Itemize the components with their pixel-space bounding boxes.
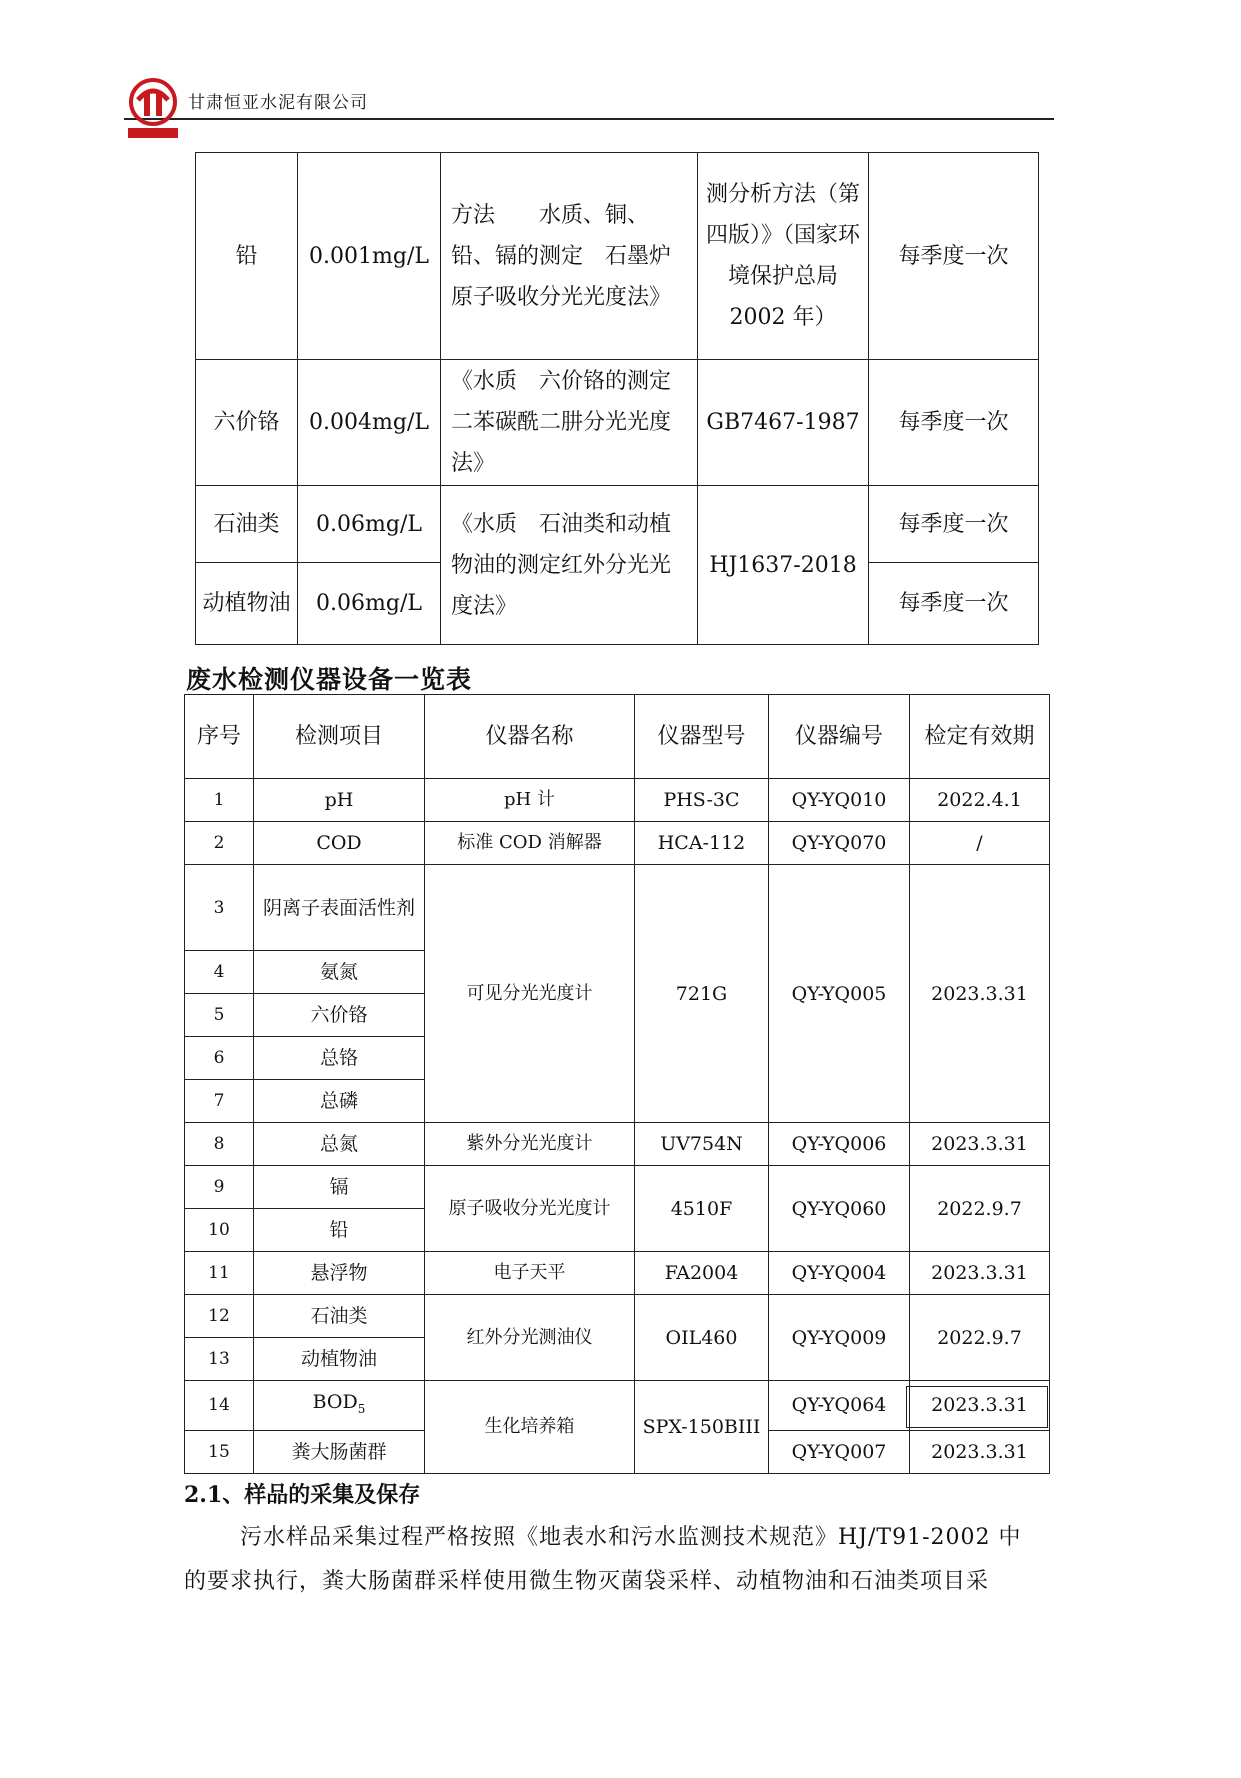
cell-item: 动植物油 bbox=[254, 1338, 425, 1381]
cell-model: 721G bbox=[635, 865, 769, 1123]
table-row bbox=[185, 865, 1050, 951]
cell-serial: 7 bbox=[185, 1080, 254, 1123]
cell-item: 石油类 bbox=[254, 1295, 425, 1338]
highlight-box bbox=[906, 1386, 1048, 1428]
cell-serial: 10 bbox=[185, 1209, 254, 1252]
cell-item: 总铬 bbox=[254, 1037, 425, 1080]
cell-instrument: 可见分光光度计 bbox=[425, 865, 635, 1123]
cell-item: 氨氮 bbox=[254, 951, 425, 994]
cell-item: 六价铬 bbox=[196, 360, 298, 486]
table-header-row bbox=[185, 695, 1050, 779]
header-serial: 序号 bbox=[185, 695, 254, 779]
cell-instrument: 生化培养箱 bbox=[425, 1381, 635, 1474]
cell-valid: / bbox=[910, 822, 1050, 865]
cell-serial: 4 bbox=[185, 951, 254, 994]
table-row bbox=[185, 1123, 1050, 1166]
cell-model: SPX-150BIII bbox=[635, 1381, 769, 1474]
cell-item: 铅 bbox=[254, 1209, 425, 1252]
cell-serial: 8 bbox=[185, 1123, 254, 1166]
cell-item: 铅 bbox=[196, 153, 298, 360]
table-row bbox=[196, 486, 1039, 563]
table-row bbox=[196, 153, 1039, 360]
cell-serial: 9 bbox=[185, 1166, 254, 1209]
cell-limit: 0.06mg/L bbox=[298, 563, 441, 645]
cell-code: QY-YQ060 bbox=[769, 1166, 910, 1252]
company-name: 甘肃恒亚水泥有限公司 bbox=[188, 93, 368, 113]
cell-model: PHS-3C bbox=[635, 779, 769, 822]
cell-instrument: 标准 COD 消解器 bbox=[425, 822, 635, 865]
header-model: 仪器型号 bbox=[635, 695, 769, 779]
page-header bbox=[124, 78, 1054, 120]
cell-code: QY-YQ064 bbox=[769, 1381, 910, 1431]
cell-code: QY-YQ007 bbox=[769, 1430, 910, 1473]
cell-limit: 0.001mg/L bbox=[298, 153, 441, 360]
cell-valid: 2023.3.31 bbox=[910, 1123, 1050, 1166]
cell-standard: 测分析方法（第四版）》（国家环境保护总局 2002 年） bbox=[698, 153, 869, 360]
cell-valid: 2023.3.31 bbox=[910, 865, 1050, 1123]
cell-valid: 2023.3.31 bbox=[910, 1381, 1050, 1431]
table-row bbox=[196, 360, 1039, 486]
cell-valid: 2022.9.7 bbox=[910, 1295, 1050, 1381]
cell-serial: 11 bbox=[185, 1252, 254, 1295]
header-code: 仪器编号 bbox=[769, 695, 910, 779]
cell-item: 总氮 bbox=[254, 1123, 425, 1166]
cell-serial: 3 bbox=[185, 865, 254, 951]
cell-serial: 5 bbox=[185, 994, 254, 1037]
cell-model: 4510F bbox=[635, 1166, 769, 1252]
cell-item: 石油类 bbox=[196, 486, 298, 563]
cell-limit: 0.004mg/L bbox=[298, 360, 441, 486]
cell-item: 阴离子表面活性剂 bbox=[254, 865, 425, 951]
cell-serial: 2 bbox=[185, 822, 254, 865]
bod-label: BOD bbox=[312, 1391, 358, 1413]
cell-item: 粪大肠菌群 bbox=[254, 1430, 425, 1473]
cell-frequency: 每季度一次 bbox=[869, 563, 1039, 645]
cell-item: 悬浮物 bbox=[254, 1252, 425, 1295]
cell-serial: 1 bbox=[185, 779, 254, 822]
cell-serial: 15 bbox=[185, 1430, 254, 1473]
cell-valid: 2023.3.31 bbox=[910, 1252, 1050, 1295]
monitoring-method-table bbox=[195, 152, 1039, 645]
cell-model: FA2004 bbox=[635, 1252, 769, 1295]
cell-frequency: 每季度一次 bbox=[869, 360, 1039, 486]
cell-code: QY-YQ004 bbox=[769, 1252, 910, 1295]
cell-code: QY-YQ005 bbox=[769, 865, 910, 1123]
cell-instrument: 电子天平 bbox=[425, 1252, 635, 1295]
cell-code: QY-YQ010 bbox=[769, 779, 910, 822]
cell-model: HCA-112 bbox=[635, 822, 769, 865]
cell-serial: 6 bbox=[185, 1037, 254, 1080]
equipment-table bbox=[184, 694, 1050, 1474]
cell-item: 镉 bbox=[254, 1166, 425, 1209]
table-row bbox=[185, 1295, 1050, 1338]
cell-limit: 0.06mg/L bbox=[298, 486, 441, 563]
table-row bbox=[185, 822, 1050, 865]
cell-instrument: 原子吸收分光光度计 bbox=[425, 1166, 635, 1252]
header-instrument: 仪器名称 bbox=[425, 695, 635, 779]
cell-instrument: 紫外分光光度计 bbox=[425, 1123, 635, 1166]
cell-valid: 2022.9.7 bbox=[910, 1166, 1050, 1252]
cell-instrument: 红外分光测油仪 bbox=[425, 1295, 635, 1381]
cell-instrument: pH 计 bbox=[425, 779, 635, 822]
table-row bbox=[185, 1252, 1050, 1295]
cell-method: 方法 水质、铜、铅、镉的测定 石墨炉原子吸收分光光度法》 bbox=[441, 153, 698, 360]
cell-model: OIL460 bbox=[635, 1295, 769, 1381]
section-heading: 2.1、样品的采集及保存 bbox=[184, 1482, 421, 1508]
cell-serial: 14 bbox=[185, 1381, 254, 1431]
cell-method: 《水质 石油类和动植物油的测定红外分光光度法》 bbox=[441, 486, 698, 645]
cell-frequency: 每季度一次 bbox=[869, 153, 1039, 360]
cell-code: QY-YQ006 bbox=[769, 1123, 910, 1166]
company-logo-icon bbox=[124, 76, 182, 146]
header-valid: 检定有效期 bbox=[910, 695, 1050, 779]
cell-method: 《水质 六价铬的测定二苯碳酰二肼分光光度法》 bbox=[441, 360, 698, 486]
cell-code: QY-YQ070 bbox=[769, 822, 910, 865]
cell-item: 总磷 bbox=[254, 1080, 425, 1123]
cell-standard: HJ1637-2018 bbox=[698, 486, 869, 645]
bod-subscript: 5 bbox=[357, 1401, 366, 1416]
table-row bbox=[185, 1166, 1050, 1209]
cell-valid: 2022.4.1 bbox=[910, 779, 1050, 822]
table-row bbox=[185, 779, 1050, 822]
cell-serial: 12 bbox=[185, 1295, 254, 1338]
cell-standard: GB7467-1987 bbox=[698, 360, 869, 486]
cell-item: 六价铬 bbox=[254, 994, 425, 1037]
cell-serial: 13 bbox=[185, 1338, 254, 1381]
cell-item: 动植物油 bbox=[196, 563, 298, 645]
cell-frequency: 每季度一次 bbox=[869, 486, 1039, 563]
cell-valid: 2023.3.31 bbox=[910, 1430, 1050, 1473]
cell-item bbox=[254, 1381, 425, 1431]
section-paragraph: 污水样品采集过程严格按照《地表水和污水监测技术规范》HJ/T91-2002 中的要求执行，粪大肠菌群采样使用微生物灭菌袋采样、动植物油和石油类项目采 bbox=[184, 1525, 1022, 1594]
cell-code: QY-YQ009 bbox=[769, 1295, 910, 1381]
cell-model: UV754N bbox=[635, 1123, 769, 1166]
equipment-table-title: 废水检测仪器设备一览表 bbox=[186, 665, 473, 694]
cell-item: pH bbox=[254, 779, 425, 822]
header-item: 检测项目 bbox=[254, 695, 425, 779]
cell-item: COD bbox=[254, 822, 425, 865]
